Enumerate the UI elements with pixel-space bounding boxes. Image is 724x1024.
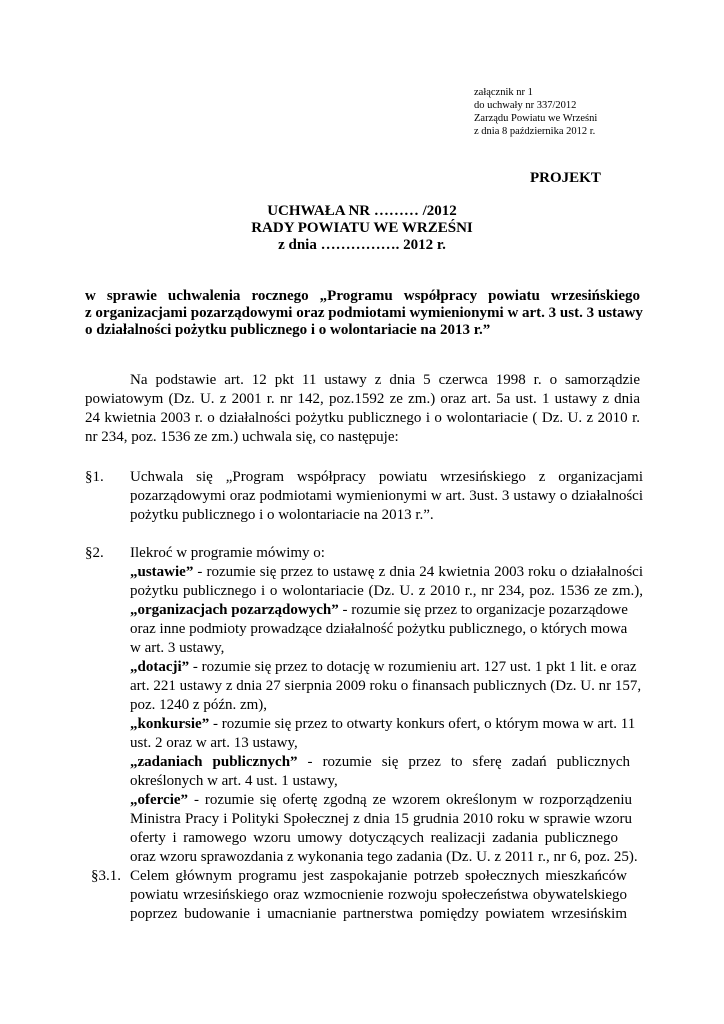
definition-text: - rozumie się przez to sferę zadań publicznych xyxy=(297,754,630,770)
resolution-heading xyxy=(0,203,724,254)
section-2-number: §2. xyxy=(85,545,104,561)
resolution-body: RADY POWIATU WE WRZEŚNI xyxy=(251,220,473,236)
preamble-line: powiatowym (Dz. U. z 2001 r. nr 142, poz.1592 ze zm.) oraz art. 5a ust. 1 ustawy z dnia xyxy=(85,391,640,407)
resolution-subject xyxy=(85,288,643,339)
resolution-date: z dnia ……………. 2012 r. xyxy=(278,237,446,253)
resolution-title: UCHWAŁA NR ……… /2012 xyxy=(267,203,457,219)
definition-line: oraz inne podmioty prowadzące działalność pożytku publicznego, o których mowa xyxy=(130,621,628,637)
section-3-line: poprzez budowanie i umacnianie partnerstwa pomiędzy powiatem wrzesińskim xyxy=(130,906,627,922)
preamble-line: 24 kwietnia 2003 r. o działalności pożytku publicznego i o wolontariacie ( Dz. U. z 2010 r. xyxy=(85,410,640,426)
definition-line: art. 221 ustawy z dnia 27 sierpnia 2009 roku o finansach publicznych (Dz. U. nr 157, xyxy=(130,678,642,694)
section-2-intro: Ilekroć w programie mówimy o: xyxy=(130,545,325,561)
attachment-note xyxy=(474,86,597,138)
attachment-line: z dnia 8 października 2012 r. xyxy=(474,126,596,137)
definition-konkursie xyxy=(130,715,636,734)
definition-text: - rozumie się ofertę zgodną ze wzorem określonym w rozporządzeniu xyxy=(188,792,632,808)
definition-dotacji xyxy=(130,658,637,677)
section-1-line: Uchwala się „Program współpracy powiatu wrzesińskiego z organizacjami xyxy=(130,469,643,485)
definition-term: „dotacji” xyxy=(130,659,190,675)
section-3-line: Celem głównym programu jest zaspokajanie potrzeb społecznych mieszkańców xyxy=(130,868,627,884)
definition-line: oferty i ramowego wzoru umowy dotyczących realizacji zadania publicznego xyxy=(130,830,618,846)
definition-text: - rozumie się przez to otwarty konkurs ofert, o którym mowa w art. 11 xyxy=(209,716,636,732)
definition-line: Ministra Pracy i Polityki Społecznej z dnia 15 grudnia 2010 roku w sprawie wzoru xyxy=(130,811,632,827)
preamble-line: Na podstawie art. 12 pkt 11 ustawy z dnia 5 czerwca 1998 r. o samorządzie xyxy=(130,372,640,388)
definition-line: określonych w art. 4 ust. 1 ustawy, xyxy=(130,773,338,789)
definition-ofercie xyxy=(130,791,632,810)
definition-term: „zadaniach publicznych” xyxy=(130,754,298,770)
section-1-line: pozarządowymi oraz podmiotami wymienionymi w art. 3ust. 3 ustawy o działalności xyxy=(130,488,643,504)
subject-line: o działalności pożytku publicznego i o wolontariacie na 2013 r.” xyxy=(85,322,491,338)
definition-term: „ustawie” xyxy=(130,564,194,580)
subject-line: z organizacjami pozarządowymi oraz podmiotami wymienionymi w art. 3 ust. 3 ustawy xyxy=(85,305,643,321)
attachment-line: do uchwały nr 337/2012 xyxy=(474,100,577,111)
section-3-line: powiatu wrzesińskiego oraz wzmocnienie rozwoju społeczeństwa obywatelskiego xyxy=(130,887,627,903)
section-1-line: pożytku publicznego i o wolontariacie na 2013 r.”. xyxy=(130,507,434,523)
definition-term: „konkursie” xyxy=(130,716,210,732)
definition-line: ust. 2 oraz w art. 13 ustawy, xyxy=(130,735,298,751)
definition-text: - rozumie się przez to dotację w rozumieniu art. 127 ust. 1 pkt 1 lit. e oraz xyxy=(189,659,637,675)
project-label: PROJEKT xyxy=(530,170,601,186)
preamble-line: nr 234, poz. 1536 ze zm.) uchwala się, co następuje: xyxy=(85,429,399,445)
definition-line: poz. 1240 z późn. zm), xyxy=(130,697,268,713)
definition-line: pożytku publicznego i o wolontariacie (Dz. U. z 2010 r., nr 234, poz. 1536 ze zm.), xyxy=(130,583,643,599)
section-1-number: §1. xyxy=(85,469,104,485)
subject-line: w sprawie uchwalenia rocznego „Programu współpracy powiatu wrzesińskiego xyxy=(85,288,640,304)
definition-term: „ofercie” xyxy=(130,792,189,808)
definition-text: - rozumie się przez to ustawę z dnia 24 kwietnia 2003 roku o działalności xyxy=(193,564,643,580)
definition-line: w art. 3 ustawy, xyxy=(130,640,225,656)
definition-line: oraz wzoru sprawozdania z wykonania tego zadania (Dz. U. z 2011 r., nr 6, poz. 25). xyxy=(130,849,638,865)
definition-text: - rozumie się przez to organizacje pozarządowe xyxy=(338,602,628,618)
definition-organizacje xyxy=(130,601,627,620)
attachment-line: załącznik nr 1 xyxy=(474,87,533,98)
definition-term: „organizacjach pozarządowych” xyxy=(130,602,339,618)
attachment-line: Zarządu Powiatu we Wrześni xyxy=(474,113,598,124)
section-3-number: §3.1. xyxy=(91,868,121,884)
definition-zadaniach xyxy=(130,753,630,772)
definition-ustawie xyxy=(130,563,643,582)
